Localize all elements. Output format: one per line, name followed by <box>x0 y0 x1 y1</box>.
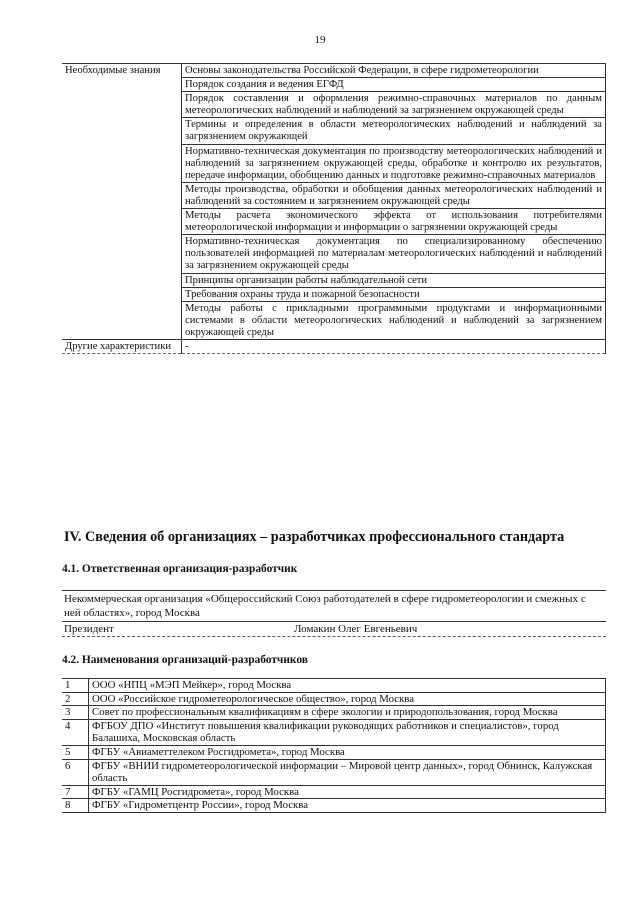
row-label-other: Другие характеристики <box>62 339 182 353</box>
org-name: ФГБОУ ДПО «Институт повышения квалификации руководящих работников и специалистов», город Балашиха, Московская область <box>89 719 606 745</box>
table-row <box>62 339 606 353</box>
table-row <box>62 759 606 785</box>
org-name: ФГБУ «Авиаметтелеком Росгидромета», город Москва <box>89 745 606 759</box>
signatory-row <box>62 622 606 637</box>
knowledge-item: Принципы организации работы наблюдательной сети <box>182 273 606 287</box>
table-row <box>62 64 606 78</box>
row-label-knowledge: Необходимые знания <box>62 64 182 340</box>
knowledge-item: Методы производства, обработки и обобщения данных метеорологических наблюдений и наблюдений за состоянием и загрязнением окружающей среды <box>182 182 606 208</box>
knowledge-item: Методы расчета экономического эффекта от использования потребителями метеорологической информации и информации о загрязнении окружающей среды <box>182 209 606 235</box>
row-number: 2 <box>62 692 89 706</box>
knowledge-item: Нормативно-техническая документация по специализированному обеспечению пользователей информацией по материалам метеорологических наблюдений и наблюдений за загрязнением окружающей среды <box>182 235 606 273</box>
knowledge-item: Методы работы с прикладными программными продуктами и информационными системами в области метеорологических наблюдений и наблюдений за загрязнением окружающей среды <box>182 301 606 339</box>
row-number: 6 <box>62 759 89 785</box>
row-number: 3 <box>62 706 89 720</box>
signatory-position: Президент <box>64 623 114 635</box>
table-row <box>62 785 606 799</box>
row-number: 5 <box>62 745 89 759</box>
org-name: ООО «НПЦ «МЭП Мейкер», город Москва <box>89 679 606 693</box>
org-name: ООО «Российское гидрометеорологическое общество», город Москва <box>89 692 606 706</box>
row-number: 8 <box>62 799 89 813</box>
knowledge-item: Порядок создания и ведения ЕГФД <box>182 78 606 92</box>
section-title: IV. Сведения об организациях – разработчиках профессионального стандарта <box>64 529 565 545</box>
responsible-org-heading: 4.1. Ответственная организация-разработчик <box>62 563 298 575</box>
developer-orgs-heading: 4.2. Наименования организаций-разработчиков <box>62 654 308 666</box>
table-row <box>62 679 606 693</box>
knowledge-item: Термины и определения в области метеорологических наблюдений и наблюдений за загрязнением окружающей <box>182 118 606 144</box>
developer-orgs-table <box>62 678 606 813</box>
knowledge-item: Требования охраны труда и пожарной безопасности <box>182 287 606 301</box>
row-number: 1 <box>62 679 89 693</box>
responsible-org-name: Некоммерческая организация «Общероссийский Союз работодателей в сфере гидрометеорологии и смежных с ней областях», город Москва <box>62 590 606 622</box>
org-name: ФГБУ «ВНИИ гидрометеорологической информации – Мировой центр данных», город Обнинск, Калужская область <box>89 759 606 785</box>
knowledge-item: Основы законодательства Российской Федерации, в сфере гидрометеорологии <box>182 64 606 78</box>
signatory-name: Ломакин Олег Евгеньевич <box>294 623 418 635</box>
requirements-table <box>62 63 606 354</box>
row-number: 7 <box>62 785 89 799</box>
page-number: 19 <box>314 34 326 46</box>
table-row <box>62 706 606 720</box>
org-name: ФГБУ «Гидрометцентр России», город Москва <box>89 799 606 813</box>
org-name: Совет по профессиональным квалификациям в сфере экологии и природопользования, город Москва <box>89 706 606 720</box>
row-number: 4 <box>62 719 89 745</box>
responsible-org-box <box>62 590 606 637</box>
table-row <box>62 692 606 706</box>
org-name: ФГБУ «ГАМЦ Росгидромета», город Москва <box>89 785 606 799</box>
knowledge-item: Нормативно-техническая документация по производству метеорологических наблюдений и наблюдений за загрязнением окружающей среды, обработке и контролю их результатов, передаче информации, обобщению данных и подготовке режимно-справочных материалов <box>182 144 606 182</box>
knowledge-item: Порядок составления и оформления режимно-справочных материалов по данным метеорологических наблюдений и наблюдений за загрязнением окружающей среды <box>182 92 606 118</box>
table-row <box>62 719 606 745</box>
other-characteristics-value: - <box>182 339 606 353</box>
table-row <box>62 799 606 813</box>
table-row <box>62 745 606 759</box>
